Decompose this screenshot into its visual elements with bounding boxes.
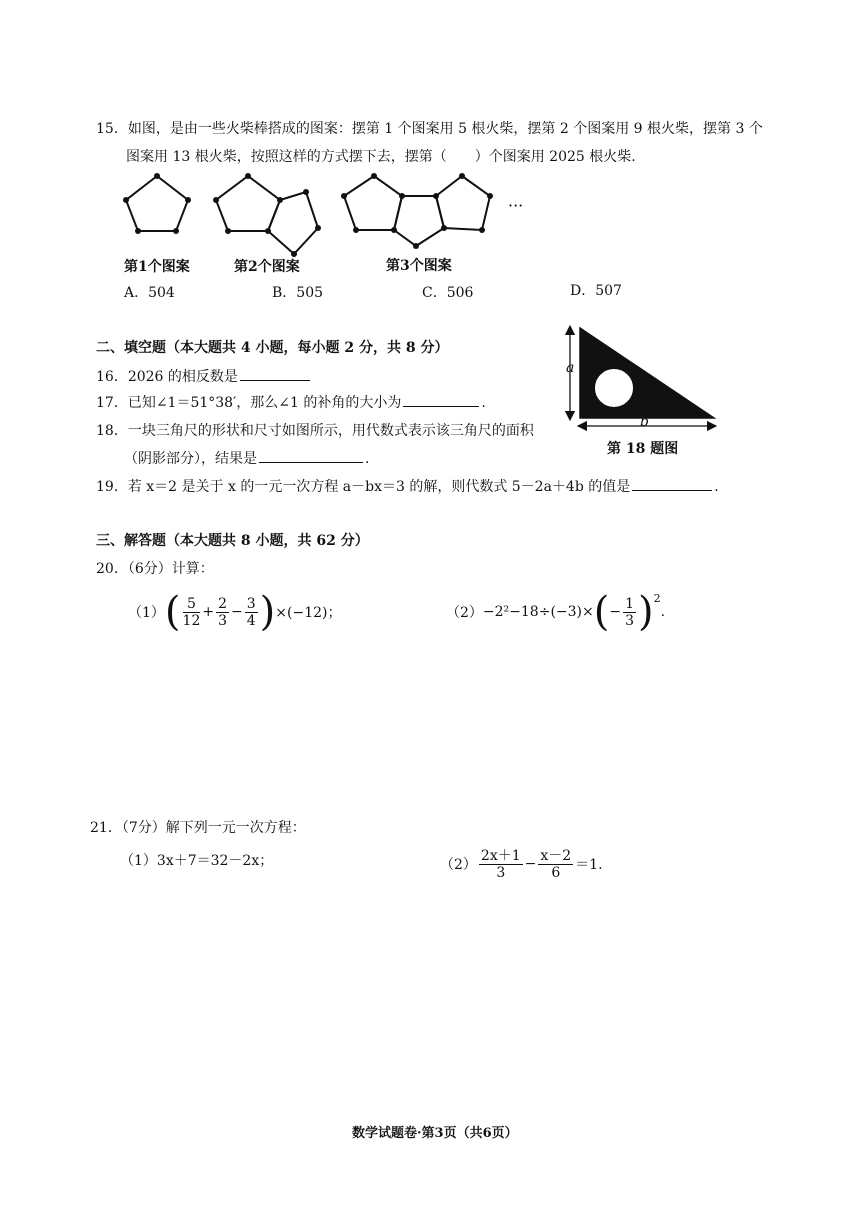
q20-p1-plus: + [202,604,215,620]
q17-period: . [481,395,486,411]
q17-text: 17．已知∠1＝51°38′，那么∠1 的补角的大小为 [96,395,402,411]
q20-p2-end: . [660,604,666,620]
q15-option-c: C．506 [422,285,474,301]
q19-text: 19．若 x＝2 是关于 x 的一元一次方程 a－bx＝3 的解，则代数式 5－2a＋4b 的值是 [96,479,631,495]
q21-p2-minus: − [524,856,537,872]
q18-answer-blank[interactable] [259,448,363,463]
frac-den: 12 [182,612,201,629]
q15-line2: 图案用 13 根火柴，按照这样的方式摆下去，摆第（ ）个图案用 2025 根火柴. [126,149,636,165]
q15-fig-label-3: 第3个图案 [386,258,452,274]
frac-num: 1 [625,595,635,612]
q21-part2 [440,842,603,886]
q20-p1-fraction-2 [216,596,229,629]
section3-heading: 三、解答题（本大题共 8 小题，共 62 分） [96,533,369,549]
q20-p1-label: （1） [128,605,165,621]
q20-p1-fraction-1 [183,596,201,629]
q21-title: 21．（7分）解下列一元一次方程： [90,820,306,836]
frac-num: 5 [183,596,201,613]
q20-p2-label: （2） [446,605,483,621]
q20-p1-minus: − [231,604,243,620]
q20-p2-fraction [623,596,636,629]
q20-p2-left-paren: ( [593,589,610,635]
q20-p2-right-paren: ) [638,589,654,635]
frac-num: 3 [246,595,256,612]
q20-part2 [446,590,665,634]
page-footer: 数学试题卷·第3页（共6页） [352,1126,518,1141]
q15-ellipsis: ··· [508,196,524,215]
q20-p1-fraction-3 [245,596,258,629]
frac-den: 3 [496,864,506,881]
q20-p1-tail: ×(−12)； [275,605,342,621]
q20-p1-right-paren: ) [259,589,276,635]
frac-den: 6 [551,864,561,881]
q19-period: . [714,479,719,495]
frac-den: 3 [218,612,228,629]
q16 [96,366,312,386]
q21-p2-fraction-2 [538,848,573,881]
q20-p2-inner-sign: − [609,604,622,620]
q16-answer-blank[interactable] [240,366,310,381]
matchstick-figures [110,168,530,258]
q15-fig-label-2: 第2个图案 [234,259,300,275]
q20-part1 [128,590,341,634]
q15-line1: 15．如图，是由一些火柴棒搭成的图案：摆第 1 个图案用 5 根火柴，摆第 2 个图案用 9 根火柴，摆第 3 个 [96,121,763,137]
q19-answer-blank[interactable] [632,476,712,491]
q17-answer-blank[interactable] [403,392,479,407]
q20-p2-expr: −2²−18÷(−3)× [482,604,594,620]
q20-p1-left-paren: ( [164,589,181,635]
frac-den: 4 [246,612,256,629]
q21-part1: （1）3x＋7＝32－2x； [120,853,274,869]
q18-line2 [124,448,369,468]
section2-heading: 二、填空题（本大题共 4 小题，每小题 2 分，共 8 分） [96,340,449,356]
frac-num: 2x＋1 [480,847,521,864]
q16-text: 16．2026 的相反数是 [96,369,238,385]
fig18-label-a: a [566,360,575,376]
q17 [96,392,486,412]
frac-den: 3 [625,612,635,629]
q15-option-d: D．507 [570,283,622,299]
q15-option-b: B．505 [272,285,324,301]
fig18-caption: 第 18 题图 [607,441,679,457]
q21-p2-fraction-1 [479,848,523,881]
fig18-label-b: b [640,414,649,430]
q15-fig-label-1: 第1个图案 [124,259,190,275]
q20-title: 20．（6分）计算： [96,561,214,577]
q15-option-a: A．504 [124,285,175,301]
q21-p2-tail: ＝1. [575,857,603,873]
q19 [96,476,719,496]
q18-line1: 18．一块三角尺的形状和尺寸如图所示，用代数式表示该三角尺的面积 [96,423,534,439]
frac-num: 2 [218,595,228,612]
q18-period: . [365,451,370,467]
frac-num: x－2 [540,847,572,864]
q20-p2-exponent: 2 [653,592,661,605]
q21-p2-label: （2） [440,857,477,873]
q18-text: （阴影部分），结果是 [124,451,257,467]
